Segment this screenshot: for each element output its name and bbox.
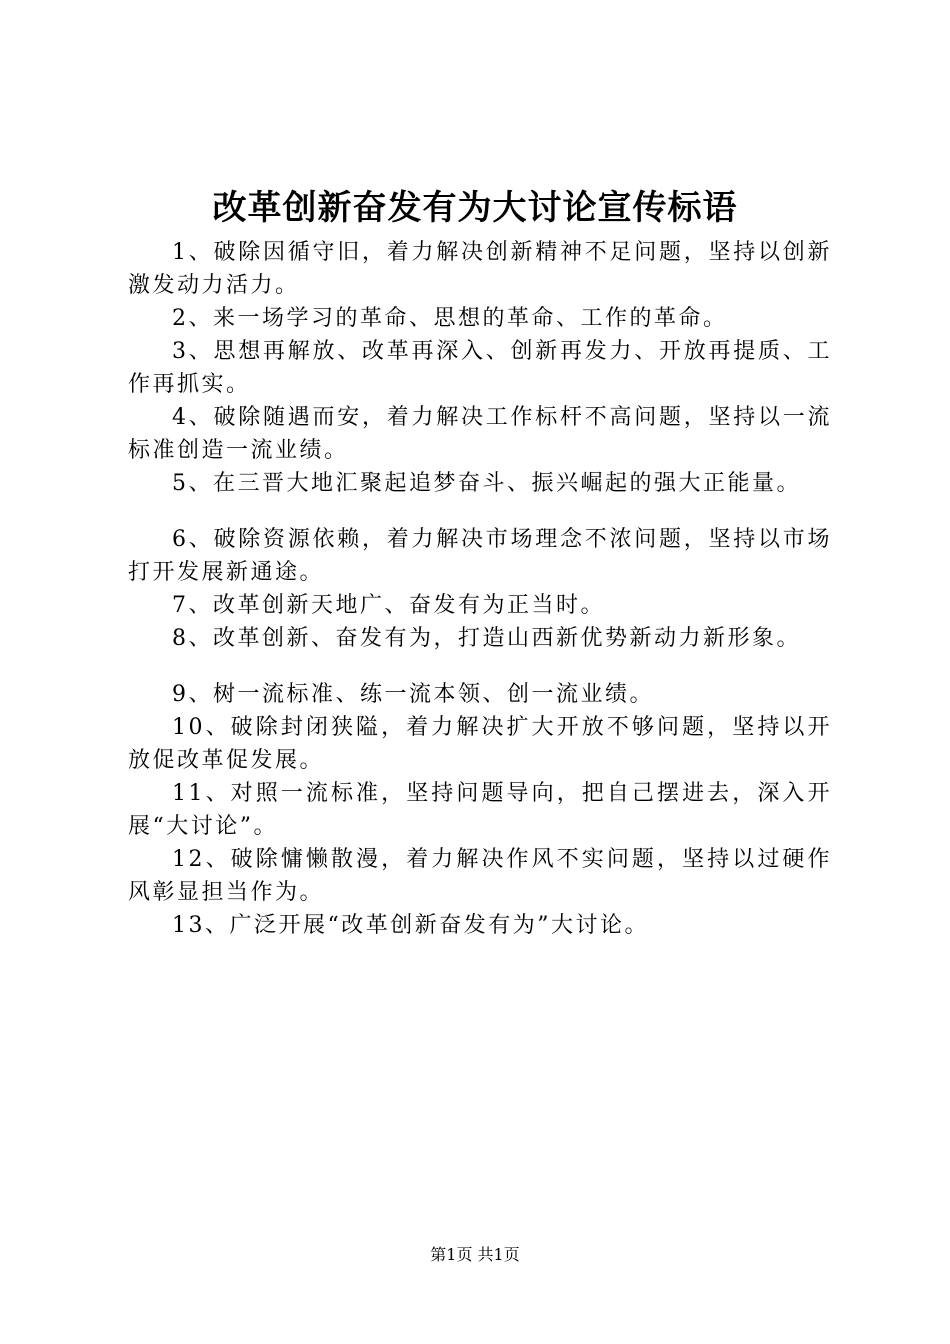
slogan-item-6: 6、破除资源依赖，着力解决市场理念不浓问题，坚持以市场打开发展新通途。 <box>128 527 832 585</box>
slogan-item-3: 3、思想再解放、改革再深入、创新再发力、开放再提质、工作再抓实。 <box>128 339 832 397</box>
slogan-item-2: 2、来一场学习的革命、思想的革命、工作的革命。 <box>172 306 728 331</box>
slogan-item-8: 8、改革创新、奋发有为，打造山西新优势新动力新形象。 <box>172 626 801 651</box>
document-title: 改革创新奋发有为大讨论宣传标语 <box>212 188 738 228</box>
slogan-item-5: 5、在三晋大地汇聚起追梦奋斗、振兴崛起的强大正能量。 <box>172 471 801 496</box>
slogan-item-9: 9、树一流标准、练一流本领、创一流业绩。 <box>172 682 654 707</box>
slogan-item-12: 12、破除慵懒散漫，着力解决作风不实问题，坚持以过硬作风彰显担当作为。 <box>128 847 832 905</box>
slogan-item-7: 7、改革创新天地广、奋发有为正当时。 <box>172 593 605 618</box>
slogan-item-11: 11、对照一流标准，坚持问题导向，把自己摆进去，深入开展“大讨论”。 <box>128 781 832 839</box>
slogan-item-4: 4、破除随遇而安，着力解决工作标杆不高问题，坚持以一流标准创造一流业绩。 <box>128 405 832 463</box>
slogan-item-13: 13、广泛开展“改革创新奋发有为”大讨论。 <box>172 913 649 938</box>
page-footer: 第1页 共1页 <box>430 1245 520 1264</box>
slogan-item-10: 10、破除封闭狭隘，着力解决扩大开放不够问题，坚持以开放促改革促发展。 <box>128 715 832 773</box>
slogan-list <box>128 236 832 942</box>
slogan-item-1: 1、破除因循守旧，着力解决创新精神不足问题，坚持以创新激发动力活力。 <box>128 240 832 298</box>
